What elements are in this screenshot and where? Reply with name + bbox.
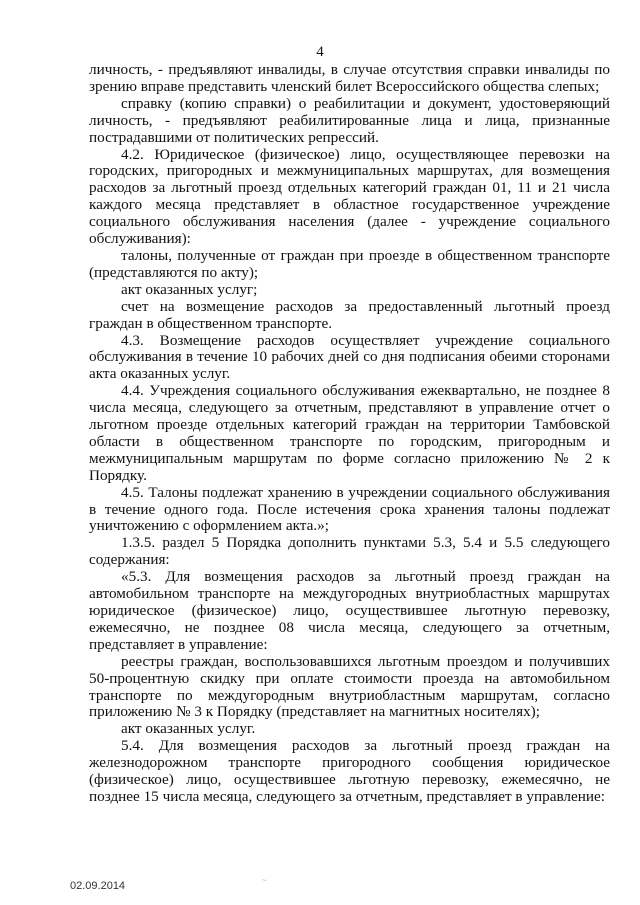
- paragraph: талоны, полученные от граждан при проезде в общественном транспорте (представляются по акту);: [89, 246, 610, 281]
- paragraph: 4.4. Учреждения социального обслуживания ежеквартально, не позднее 8 числа месяца, следующего за отчетным, представляют в управление отчет о льготном проезде отдельных категорий граждан на территории Тамбовской области в общественном транспорте по городским, пригородным и межмуниципальным маршрутам по форме согласно приложению № 2 к Порядку.: [89, 382, 610, 484]
- paragraph: 5.4. Для возмещения расходов за льготный проезд граждан на железнодорожном транспорте пригородного сообщения юридическое (физическое) лицо, осуществившее льготную перевозку, ежемесячно, не позднее 15 числа месяца, следующего за отчетным, представляет в управление:: [89, 737, 610, 805]
- scan-mark: ~: [262, 876, 267, 885]
- paragraph: «5.3. Для возмещения расходов за льготный проезд граждан на автомобильном транспорте на междугородных внутриобластных маршрутах юридическое (физическое) лицо, осуществившее льготную перевозку, ежемесячно, не позднее 08 числа месяца, следующего за отчетным, представляет в управление:: [89, 568, 610, 653]
- paragraph: 1.3.5. раздел 5 Порядка дополнить пунктами 5.3, 5.4 и 5.5 следующего содержания:: [89, 534, 610, 569]
- document-body: [89, 62, 610, 806]
- paragraph: 4.5. Талоны подлежат хранению в учреждении социального обслуживания в течение одного года. После истечения срока хранения талоны подлежат уничтожению с оформлением акта.»;: [89, 483, 610, 535]
- paragraph: справку (копию справки) о реабилитации и документ, удостоверяющий личность, - предъявляют реабилитированные лица и лица, признанные пострадавшими от политических репрессий.: [89, 94, 610, 146]
- paragraph: личность, - предъявляют инвалиды, в случае отсутствия справки инвалиды по зрению вправе представить членский билет Всероссийского общества слепых;: [89, 61, 610, 95]
- page-number: 4: [316, 44, 324, 60]
- paragraph: 4.3. Возмещение расходов осуществляет учреждение социального обслуживания в течение 10 рабочих дней со дня подписания обеими сторонами акта оказанных услуг.: [89, 331, 610, 383]
- paragraph: 4.2. Юридическое (физическое) лицо, осуществляющее перевозки на городских, пригородных и межмуниципальных маршрутах, для возмещения расходов за льготный проезд отдельных категорий граждан 01, 11 и 21 числа каждого месяца представляет в областное государственное учреждение социального обслуживания населения (далее - учреждение социального обслуживания):: [89, 145, 610, 248]
- paragraph: счет на возмещение расходов за предоставленный льготный проезд граждан в общественном транспорте.: [89, 297, 610, 332]
- paragraph: акт оказанных услуг.: [121, 720, 256, 738]
- paragraph: реестры граждан, воспользовавшихся льготным проездом и получивших 50-процентную скидку при оплате стоимости проезда на автомобильном транспорте по междугородным внутриобластным маршрутам, согласно приложению № 3 к Порядку (представляет на магнитных носителях);: [89, 652, 610, 721]
- paragraph: акт оказанных услуг;: [121, 280, 258, 298]
- footer-date: 02.09.2014: [70, 880, 126, 892]
